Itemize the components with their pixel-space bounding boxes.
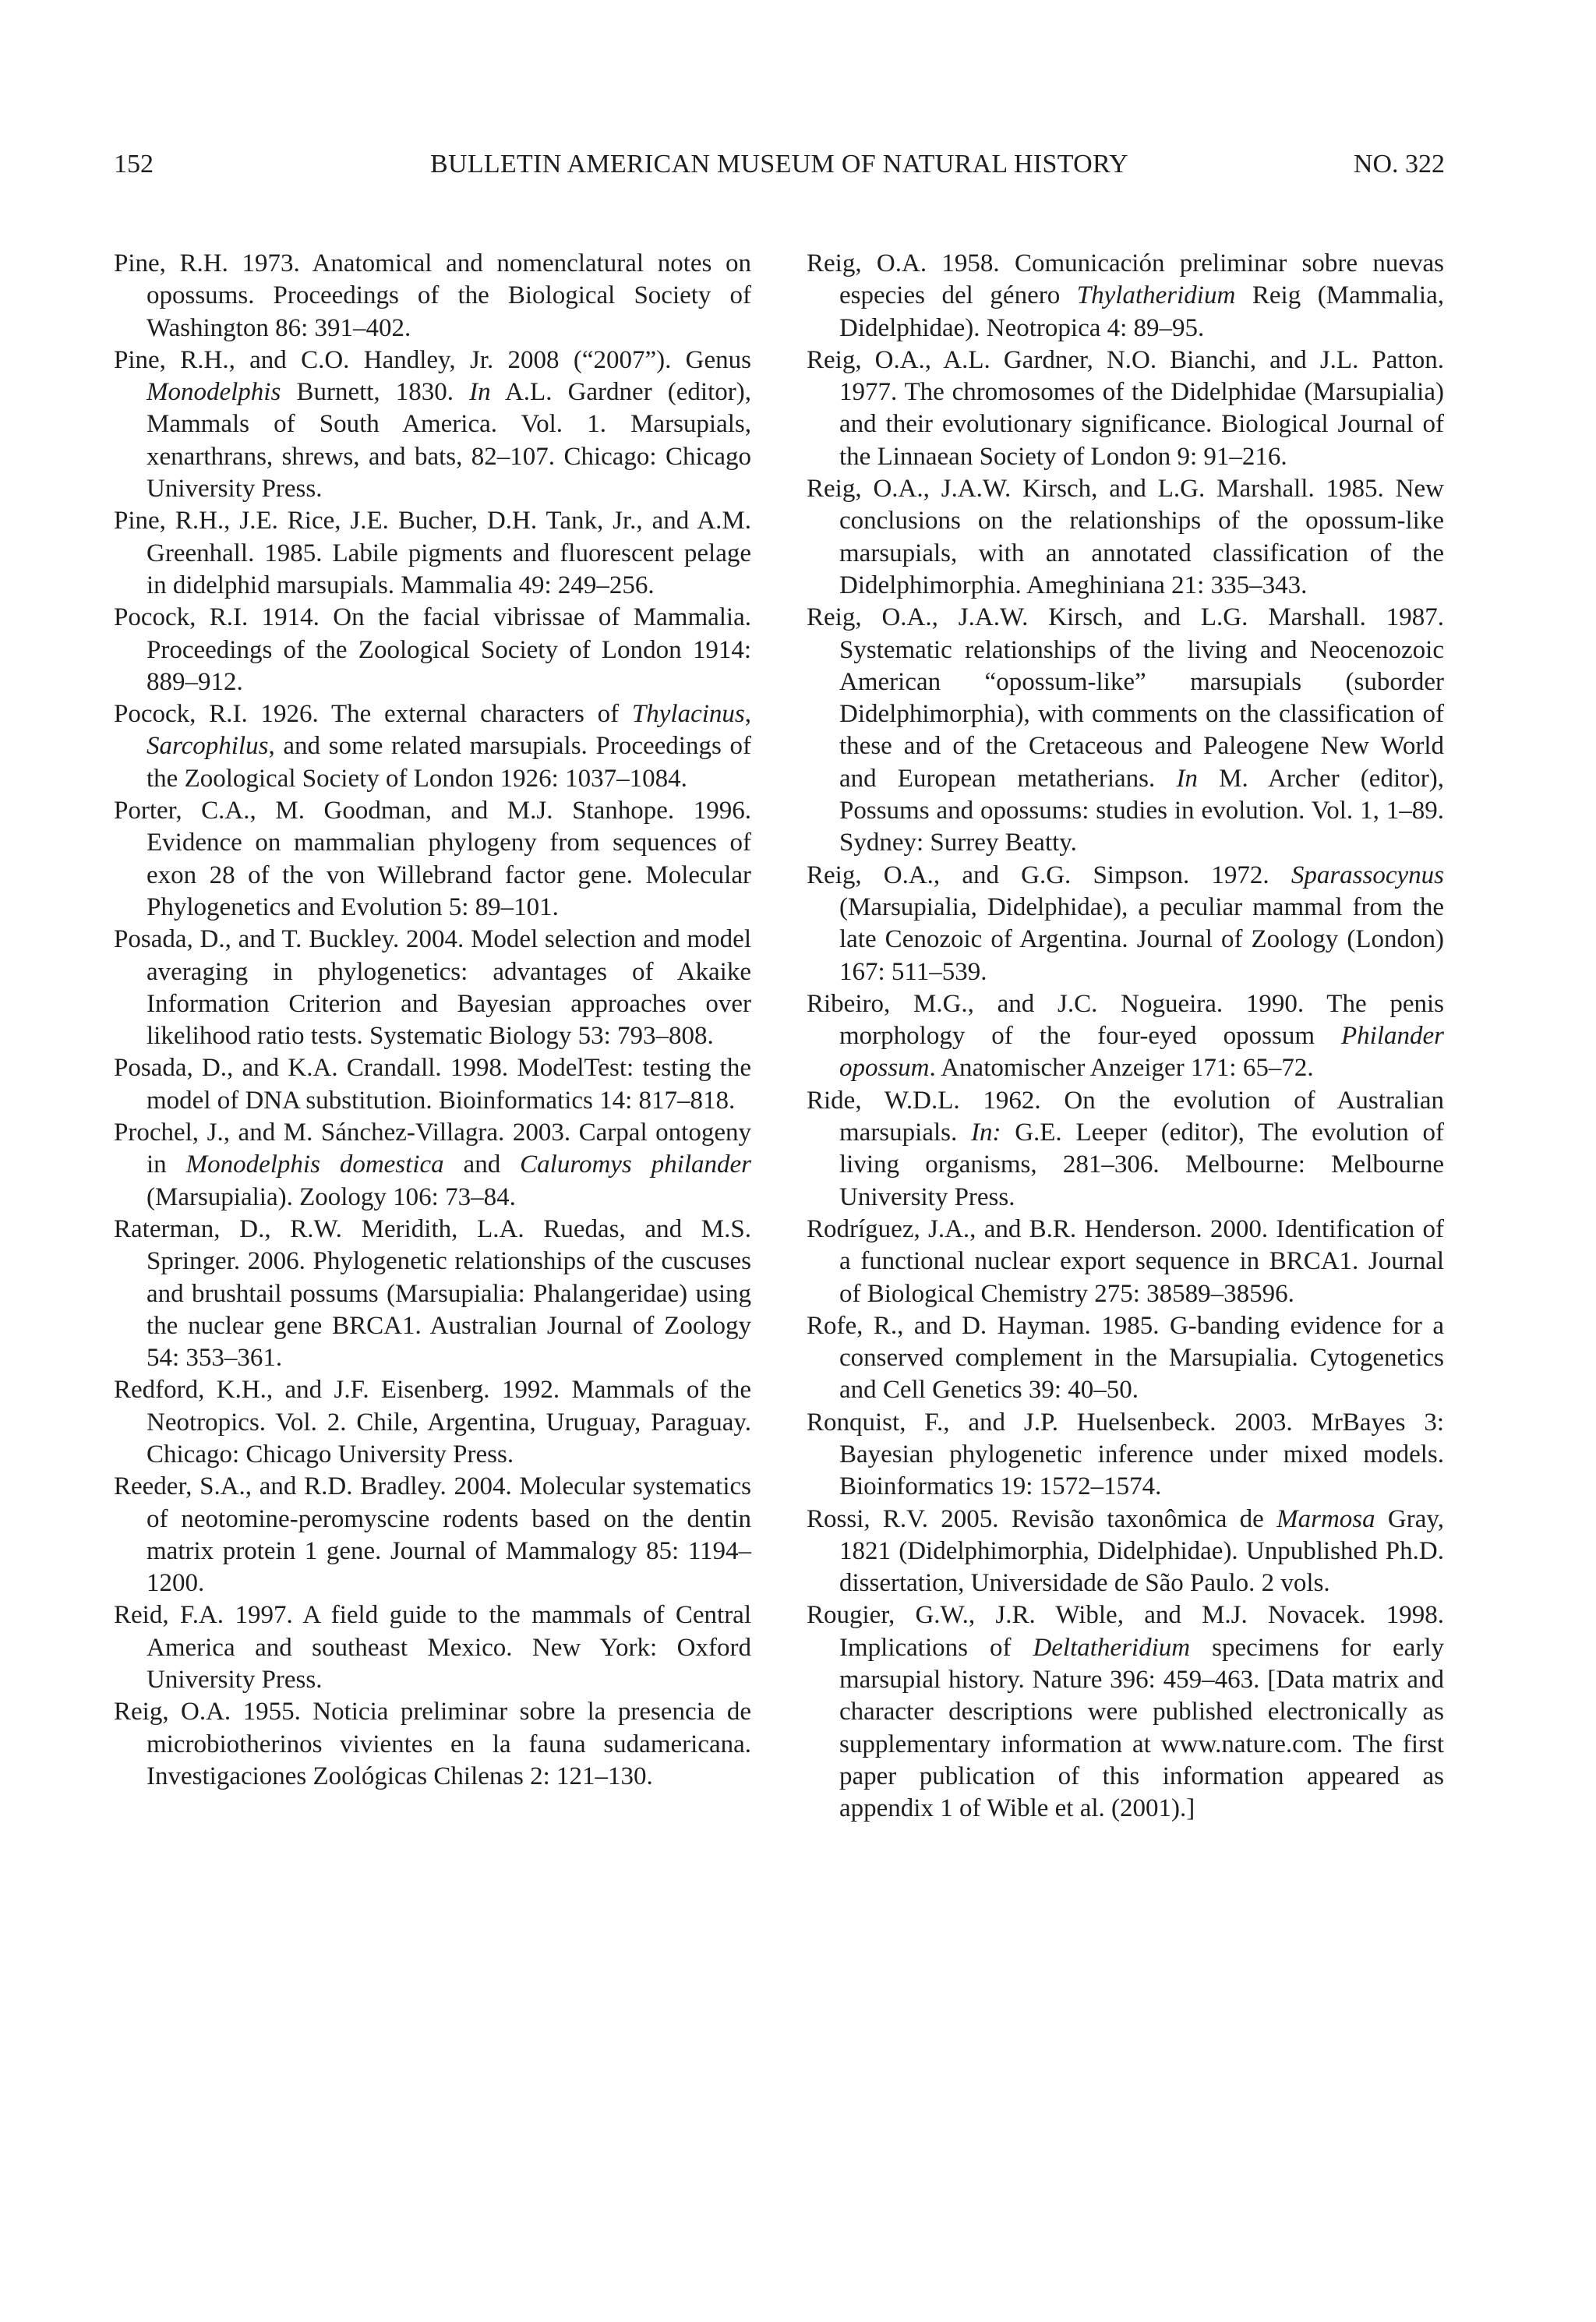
reference-text: Reig, O.A., and G.G. Simpson. 1972. bbox=[807, 861, 1291, 889]
page-header bbox=[114, 145, 1445, 184]
reference-text: Reig, O.A. 1955. Noticia preliminar sobre la presencia de microbiotherinos vivientes en la fauna sudamericana. Investigaciones Zoológicas Chilenas 2: 121–130. bbox=[114, 1698, 751, 1790]
reference-text: Reig, O.A., A.L. Gardner, N.O. Bianchi, and J.L. Patton. 1977. The chromosomes of the Didelphidae (Marsupialia) and their evolutionary significance. Biological Journal of the Linnaean Society of London 9: 91–216. bbox=[807, 345, 1444, 471]
reference-text: Posada, D., and T. Buckley. 2004. Model selection and model averaging in phylogenetics: advantages of Akaike Information Criterion and Bayesian approaches over likelihood ratio tests. Systematic Biology 53: 793–808. bbox=[114, 925, 751, 1051]
reference-entry bbox=[114, 602, 751, 698]
reference-entry bbox=[807, 1310, 1444, 1407]
italic-text: Deltatheridium bbox=[1033, 1633, 1191, 1662]
page-number: 152 bbox=[114, 150, 154, 178]
reference-entry bbox=[807, 1407, 1444, 1504]
reference-entry bbox=[807, 1599, 1444, 1825]
reference-entry bbox=[114, 1214, 751, 1374]
reference-text: M. Archer (editor), Possums and opossums: studies in evolution. Vol. 1, 1–89. Sydney: Surrey Beatty. bbox=[839, 764, 1445, 857]
reference-text: Rossi, R.V. 2005. Revisão taxonômica de bbox=[807, 1504, 1277, 1533]
italic-text: Monodelphis bbox=[147, 378, 281, 407]
reference-entry bbox=[114, 345, 751, 505]
reference-text: Pine, R.H., J.E. Rice, J.E. Bucher, D.H. Tank, Jr., and A.M. Greenhall. 1985. Labile pigments and fluorescent pelage in didelphid marsupials. Mammalia 49: 249–256. bbox=[114, 507, 751, 599]
reference-text: Reig, O.A., J.A.W. Kirsch, and L.G. Marshall. 1985. New conclusions on the relationships of the opossum-like marsupials, with an annotated classification of the Didelphimorphia. Ameghiniana 21: 335–343. bbox=[807, 475, 1444, 599]
reference-text: Ribeiro, M.G., and J.C. Nogueira. 1990. The penis morphology of the four-eyed opossum bbox=[807, 989, 1444, 1051]
reference-text: Rodríguez, J.A., and B.R. Henderson. 2000. Identification of a functional nuclear export sequence in BRCA1. Journal of Biological Chemistry 275: 38589–38596. bbox=[807, 1214, 1444, 1308]
italic-text: Thylatheridium bbox=[1076, 281, 1236, 310]
reference-entry bbox=[114, 1374, 751, 1471]
reference-text: G.E. Leeper (editor), The evolution of living organisms, 281–306. Melbourne: Melbourne University Press. bbox=[839, 1119, 1444, 1211]
italic-text: Sarcophilus bbox=[147, 732, 269, 761]
reference-text: Reid, F.A. 1997. A field guide to the mammals of Central America and southeast Mexico. New York: Oxford University Press. bbox=[114, 1601, 751, 1695]
reference-entry bbox=[807, 1085, 1444, 1214]
reference-entry bbox=[807, 473, 1444, 602]
reference-text: Reig, O.A. 1958. Comunicación preliminar sobre nuevas especies del género bbox=[807, 249, 1444, 310]
reference-entry bbox=[114, 1471, 751, 1599]
reference-text: Reig (Mammalia, Didelphidae). Neotropica 4: 89–95. bbox=[839, 281, 1444, 342]
reference-text: Rougier, G.W., J.R. Wible, and M.J. Novacek. 1998. Implications of bbox=[807, 1601, 1444, 1662]
reference-text: Porter, C.A., M. Goodman, and M.J. Stanhope. 1996. Evidence on mammalian phylogeny from sequences of exon 28 of the von Willebrand factor gene. Molecular Phylogenetics and Evolution 5: 89–101. bbox=[114, 797, 751, 921]
references-right-column bbox=[807, 248, 1444, 1825]
italic-text: Monodelphis domestica bbox=[185, 1150, 444, 1179]
reference-text: Redford, K.H., and J.F. Eisenberg. 1992. Mammals of the Neotropics. Vol. 2. Chile, Argentina, Uruguay, Paraguay. Chicago: Chicago University Press. bbox=[114, 1376, 751, 1468]
reference-text: (Marsupialia, Didelphidae), a peculiar mammal from the late Cenozoic of Argentina. Journal of Zoology (London) 167: 511–539. bbox=[839, 892, 1444, 986]
reference-entry bbox=[114, 1052, 751, 1117]
reference-entry bbox=[807, 860, 1444, 988]
reference-text: Pine, R.H., and C.O. Handley, Jr. 2008 (“2007”). Genus bbox=[114, 345, 751, 374]
reference-entry bbox=[807, 1214, 1444, 1310]
reference-text: Pocock, R.I. 1914. On the facial vibrissae of Mammalia. Proceedings of the Zoological Society of London 1914: 889–912. bbox=[114, 603, 751, 696]
italic-text: In bbox=[1176, 764, 1198, 793]
reference-text: (Marsupialia). Zoology 106: 73–84. bbox=[147, 1182, 516, 1211]
reference-entry bbox=[114, 248, 751, 345]
reference-text: A.L. Gardner (editor), Mammals of South America. Vol. 1. Marsupials, xenarthrans, shrews, and bats, 82–107. Chicago: Chicago University Press. bbox=[147, 378, 751, 504]
reference-text: specimens for early marsupial history. Nature 396: 459–463. [Data matrix and character descriptions were published electronically as supplementary information at www.nature.com. The first paper publication of this information appeared as appendix 1 of Wible et al. (2001).] bbox=[839, 1633, 1444, 1823]
reference-text: Prochel, J., and M. Sánchez-Villagra. 2003. Carpal ontogeny in bbox=[114, 1119, 751, 1179]
reference-entry bbox=[114, 1117, 751, 1214]
reference-entry bbox=[114, 924, 751, 1052]
references-left-column bbox=[114, 248, 751, 1793]
italic-text: In: bbox=[970, 1119, 1001, 1147]
reference-text: Reig, O.A., J.A.W. Kirsch, and L.G. Marshall. 1987. Systematic relationships of the living and Neocenozoic American “opossum-like” marsupials (suborder Didelphimorphia), with comments on the classification of these and of the Cretaceous and Paleogene New World and European metatherians. bbox=[807, 603, 1444, 793]
journal-title: BULLETIN AMERICAN MUSEUM OF NATURAL HISTORY bbox=[429, 150, 1128, 178]
italic-text: Sparassocynus bbox=[1291, 861, 1444, 889]
reference-entry bbox=[807, 345, 1444, 473]
italic-text: Thylacinus bbox=[631, 700, 745, 729]
reference-text: , and some related marsupials. Proceedings of the Zoological Society of London 1926: 1037–1084. bbox=[147, 732, 751, 793]
reference-entry bbox=[114, 505, 751, 602]
reference-entry bbox=[807, 248, 1444, 345]
reference-entry bbox=[807, 988, 1444, 1085]
italic-text: Philander opossum bbox=[839, 1022, 1444, 1083]
reference-text: Pocock, R.I. 1926. The external characters of bbox=[114, 700, 632, 729]
reference-text: and bbox=[443, 1150, 521, 1179]
reference-text: , bbox=[744, 700, 751, 729]
reference-entry bbox=[114, 1599, 751, 1696]
issue-number: NO. 322 bbox=[1353, 150, 1445, 178]
italic-text: Marmosa bbox=[1276, 1504, 1375, 1533]
reference-text: Gray, 1821 (Didelphimorphia, Didelphidae). Unpublished Ph.D. dissertation, Universidade de São Paulo. 2 vols. bbox=[839, 1504, 1444, 1598]
reference-text: Raterman, D., R.W. Meridith, L.A. Ruedas, and M.S. Springer. 2006. Phylogenetic relationships of the cuscuses and brushtail possums (Marsupialia: Phalangeridae) using the nuclear gene BRCA1. Australian Journal of Zoology 54: 353–361. bbox=[114, 1214, 751, 1373]
reference-text: Ronquist, F., and J.P. Huelsenbeck. 2003. MrBayes 3: Bayesian phylogenetic inference under mixed models. Bioinformatics 19: 1572–1574. bbox=[807, 1408, 1444, 1501]
italic-text: In bbox=[469, 378, 491, 407]
reference-text: Pine, R.H. 1973. Anatomical and nomenclatural notes on opossums. Proceedings of the Biological Society of Washington 86: 391–402. bbox=[114, 249, 751, 342]
reference-text: Rofe, R., and D. Hayman. 1985. G-banding evidence for a conserved complement in the Marsupialia. Cytogenetics and Cell Genetics 39: 40–50. bbox=[807, 1311, 1444, 1405]
reference-entry bbox=[807, 1504, 1444, 1600]
reference-entry bbox=[807, 602, 1444, 859]
reference-text: Reeder, S.A., and R.D. Bradley. 2004. Molecular systematics of neotomine-peromyscine rodents based on the dentin matrix protein 1 gene. Journal of Mammalogy 85: 1194–1200. bbox=[114, 1472, 751, 1598]
reference-text: Ride, W.D.L. 1962. On the evolution of Australian marsupials. bbox=[807, 1086, 1444, 1147]
reference-text: Burnett, 1830. bbox=[281, 378, 470, 407]
reference-entry bbox=[114, 698, 751, 795]
reference-entry bbox=[114, 795, 751, 924]
reference-text: . Anatomischer Anzeiger 171: 65–72. bbox=[929, 1054, 1314, 1083]
reference-entry bbox=[114, 1696, 751, 1793]
italic-text: Caluromys philander bbox=[520, 1150, 752, 1179]
reference-text: Posada, D., and K.A. Crandall. 1998. ModelTest: testing the model of DNA substitution. Bioinformatics 14: 817–818. bbox=[114, 1054, 751, 1115]
